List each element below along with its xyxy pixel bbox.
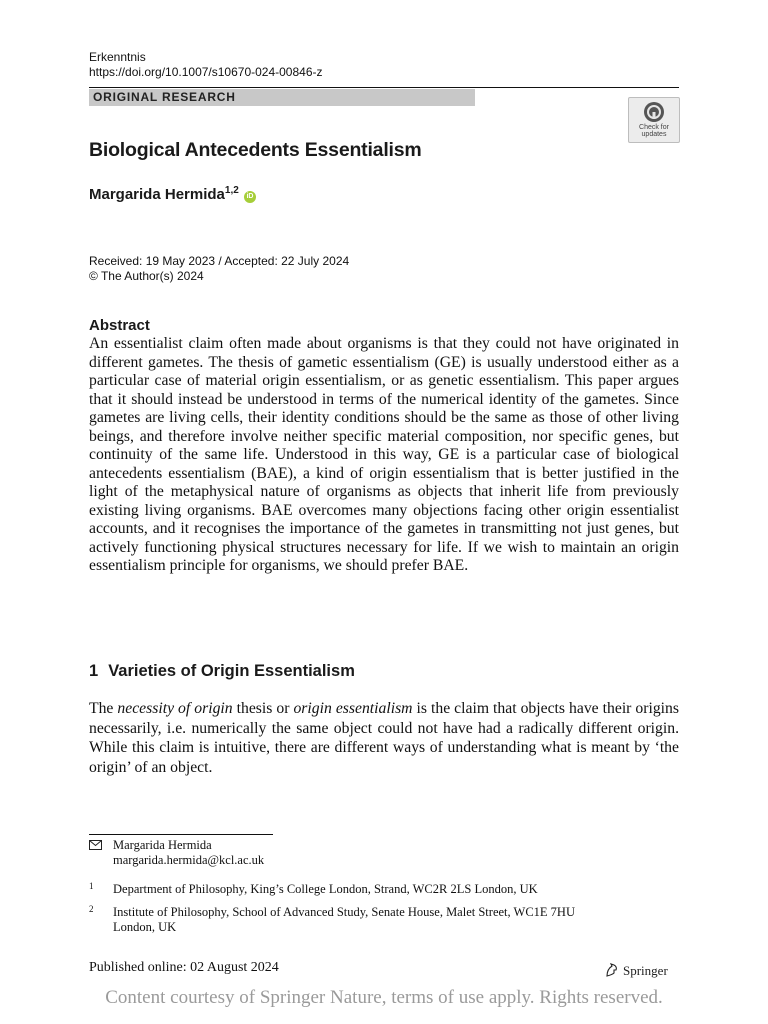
- body-text: The: [89, 700, 118, 717]
- body-text: thesis or: [232, 700, 294, 717]
- copyright-line: © The Author(s) 2024: [89, 269, 204, 283]
- affiliation-2-number: 2: [89, 904, 94, 914]
- check-for-updates-badge[interactable]: [628, 97, 680, 143]
- received-accepted-dates: Received: 19 May 2023 / Accepted: 22 July 2024: [89, 254, 350, 268]
- affiliation-2: Institute of Philosophy, School of Advanced Study, Senate House, Malet Street, WC1E 7HU London, UK: [113, 905, 575, 934]
- section-heading: [89, 662, 355, 681]
- affiliation-1: Department of Philosophy, King’s College London, Strand, WC2R 2LS London, UK: [113, 882, 538, 896]
- check-updates-icon: [643, 101, 665, 123]
- body-text: is the claim that objects have their origins necessarily, i.e. numerically the same object could not have had a radically different origin. While this claim is intuitive, there are different ways of understanding what is meant by ‘the origin’ of an object.: [89, 700, 679, 776]
- body-emphasis: necessity of origin: [117, 700, 233, 717]
- author-line: [89, 185, 256, 203]
- header-rule: [89, 87, 679, 88]
- section-title: Varieties of Origin Essentialism: [108, 662, 355, 680]
- article-type-label: ORIGINAL RESEARCH: [93, 90, 236, 104]
- springer-horse-icon: [604, 962, 620, 978]
- corresponding-author-email[interactable]: margarida.hermida@kcl.ac.uk: [113, 853, 265, 867]
- section-body: [89, 699, 679, 777]
- affiliation-marks: 1,2: [224, 185, 239, 196]
- journal-name: Erkenntnis: [89, 50, 146, 64]
- publisher-name: Springer: [623, 963, 668, 978]
- doi-link[interactable]: https://doi.org/10.1007/s10670-024-00846-z: [89, 65, 323, 79]
- article-type-banner: [89, 89, 475, 106]
- envelope-icon: [89, 840, 102, 850]
- abstract-text: An essentialist claim often made about organisms is that they could not have originated in different gametes. The thesis of gametic essentialism (GE) is usually understood either as a particular case of material origin essentialism, or as genetic essentialism. This paper argues that it should instead be understood in terms of the numerical identity of the gametes. Since gametes are living cells, their identity conditions should be the same as those of other living beings, and therefore involve neither specific material composition, nor specific genes, but continuity of the same life. Understood in this way, GE is a particular case of biological antecedents essentialism (BAE), a kind of origin essentialism that is better justified in the light of the metaphysical nature of organisms as objects that inherit life from previously existing living organisms. BAE overcomes many objections facing other origin essentialist accounts, and it recognises the importance of the gametes in transmitting not just genes, but actively functioning physical structures necessary for life. If we wish to maintain an origin essentialism principle for organisms, we should prefer BAE.: [89, 335, 679, 574]
- orcid-icon[interactable]: iD: [244, 191, 256, 203]
- courtesy-notice: Content courtesy of Springer Nature, terms of use apply. Rights reserved.: [105, 987, 663, 1008]
- footnote-rule: [89, 834, 273, 835]
- author-name[interactable]: Margarida Hermida: [89, 186, 225, 203]
- corresponding-author-name: Margarida Hermida: [113, 838, 212, 852]
- affiliation-1-number: 1: [89, 881, 94, 891]
- check-updates-label: Check for updates: [639, 124, 669, 138]
- abstract-heading: Abstract: [89, 317, 150, 334]
- body-emphasis: origin essentialism: [293, 700, 413, 717]
- article-title: Biological Antecedents Essentialism: [89, 139, 422, 161]
- publisher-logo: [604, 962, 668, 979]
- published-date: Published online: 02 August 2024: [89, 960, 279, 975]
- section-number: 1: [89, 662, 99, 680]
